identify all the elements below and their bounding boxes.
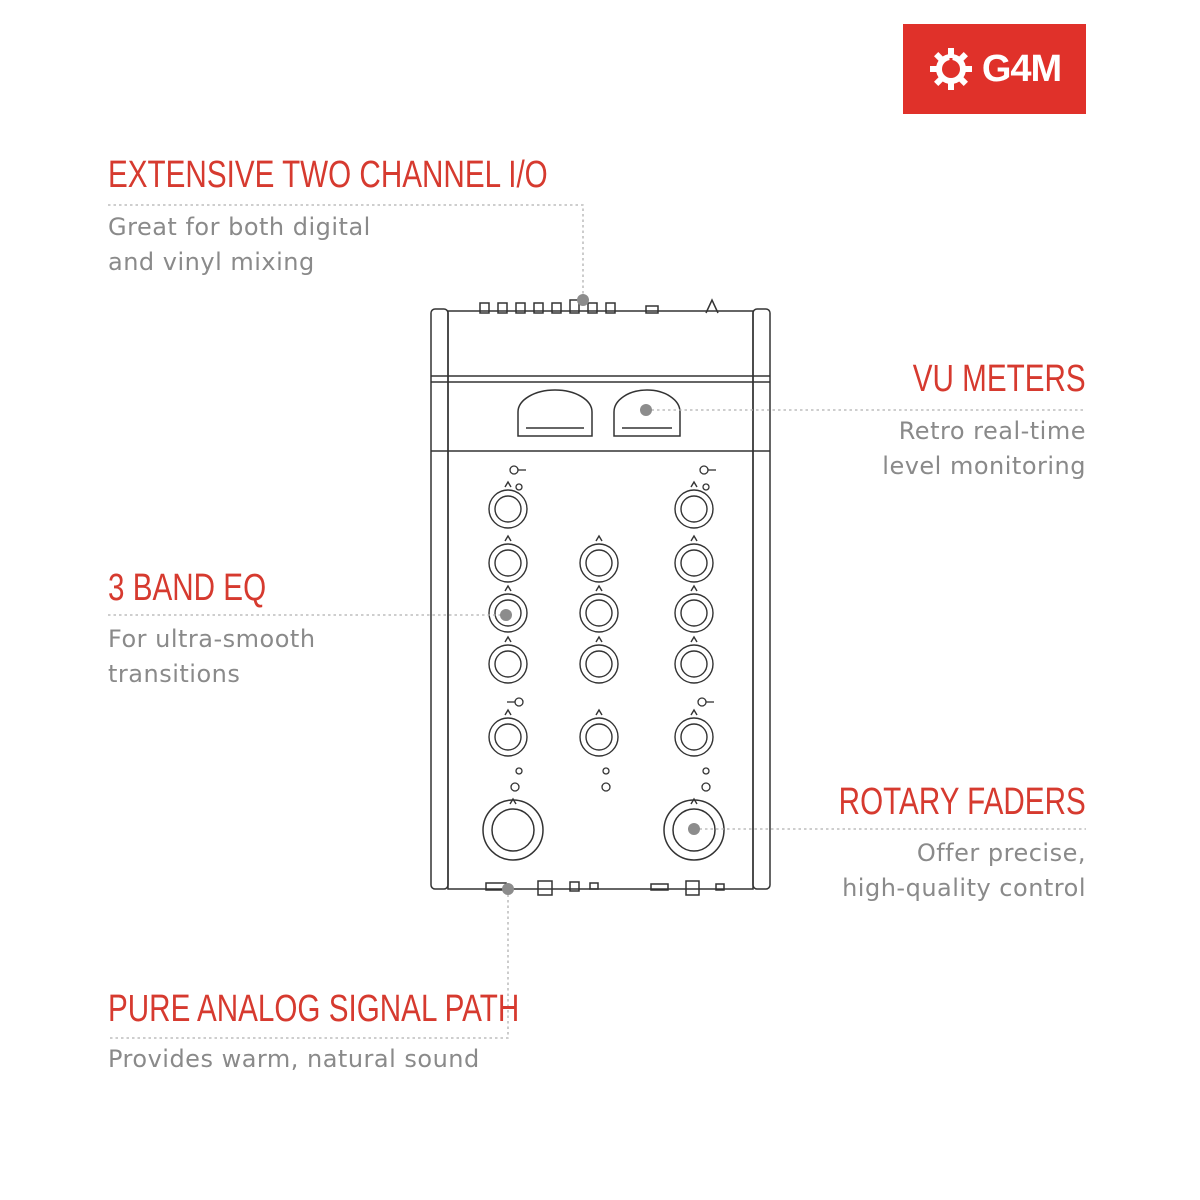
feature-desc-line: Provides warm, natural sound	[108, 1045, 480, 1073]
feature-desc-line: For ultra-smooth	[108, 625, 316, 653]
knob	[675, 482, 713, 528]
feature-desc-line: Great for both digital	[108, 213, 371, 241]
knob	[489, 637, 527, 683]
feature-desc-line: and vinyl mixing	[108, 248, 315, 276]
knob	[489, 536, 527, 582]
knob	[580, 586, 618, 632]
feature-title-vu: VU METERS	[913, 358, 1086, 400]
feature-desc-io	[108, 210, 371, 280]
feature-desc-line: level monitoring	[882, 452, 1086, 480]
logo-text: G4M	[981, 47, 1062, 90]
knob	[675, 586, 713, 632]
knob	[580, 710, 618, 756]
feature-desc-analog	[108, 1042, 480, 1077]
feature-desc-line: Offer precise,	[916, 839, 1086, 867]
feature-desc-line: transitions	[108, 660, 241, 688]
knob	[675, 710, 713, 756]
knob	[675, 536, 713, 582]
feature-title-eq: 3 BAND EQ	[108, 567, 267, 609]
feature-desc-eq	[108, 622, 316, 692]
knob	[489, 710, 527, 756]
knob	[580, 536, 618, 582]
feature-desc-faders	[842, 836, 1086, 906]
feature-title-io: EXTENSIVE TWO CHANNEL I/O	[108, 154, 548, 196]
feature-title-faders: ROTARY FADERS	[838, 781, 1086, 823]
feature-title-analog: PURE ANALOG SIGNAL PATH	[108, 988, 520, 1030]
feature-desc-line: Retro real-time	[898, 417, 1086, 445]
knob	[675, 637, 713, 683]
knob	[489, 586, 527, 632]
knob	[580, 637, 618, 683]
feature-desc-line: high-quality control	[842, 874, 1086, 902]
feature-desc-vu	[882, 414, 1086, 484]
